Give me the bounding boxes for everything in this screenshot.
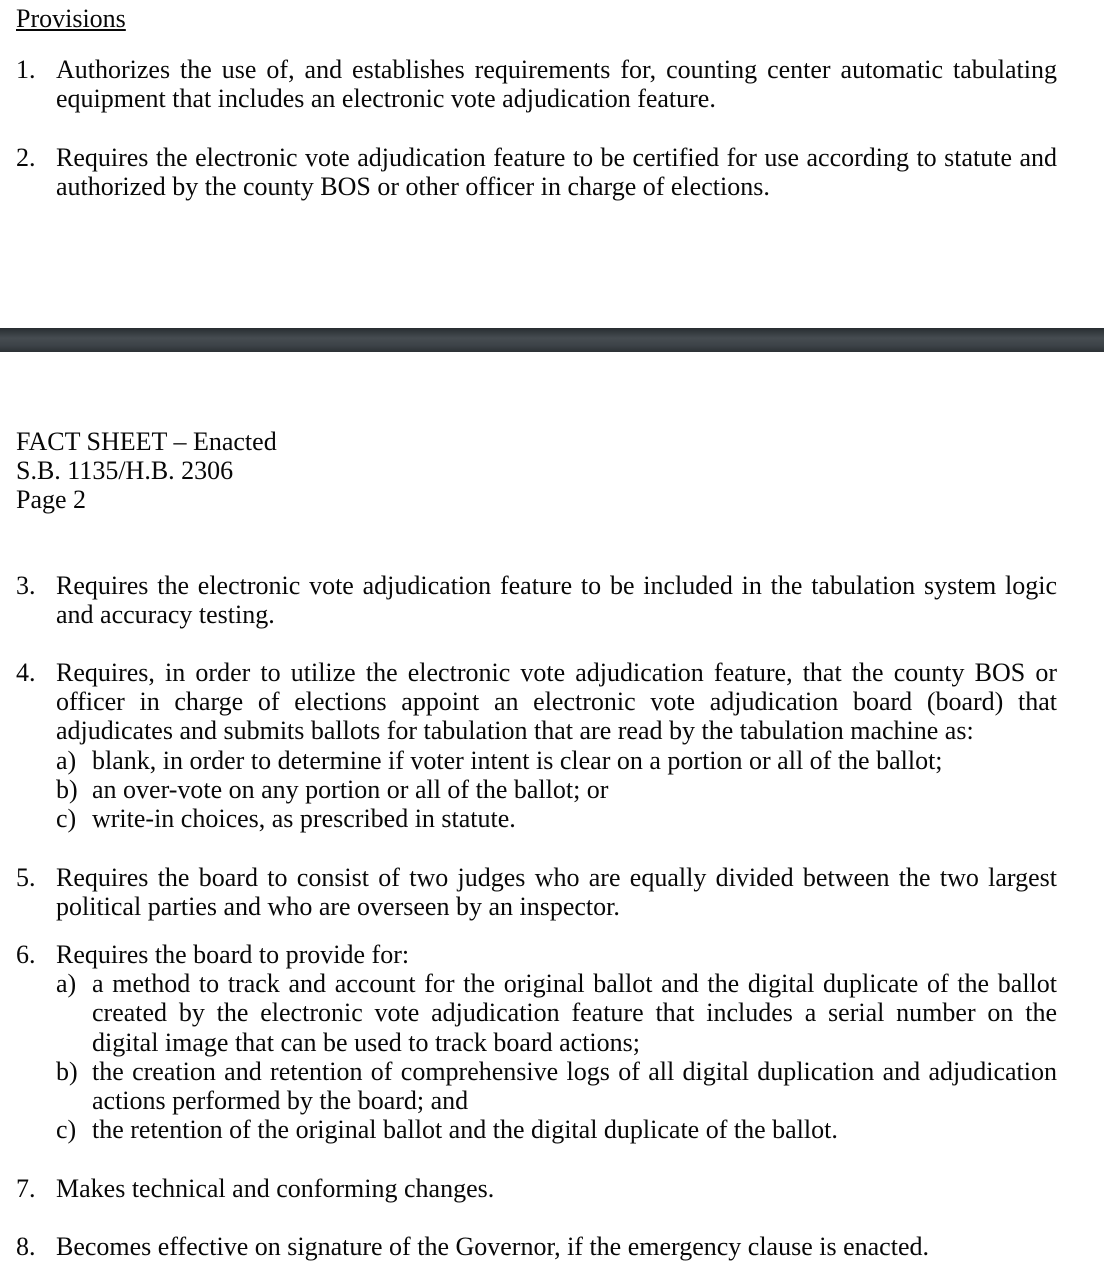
- item-text: Requires the electronic vote adjudication feature to be certified for use according to statute and authorized by the county BOS or other officer in charge of elections.: [56, 143, 1057, 202]
- page-number: Page 2: [16, 485, 87, 515]
- sub-item-6b: [56, 1057, 1057, 1115]
- sub-item-text: a method to track and account for the original ballot and the digital duplicate of the ballot created by the electronic vote adjudication feature that includes a serial number on the digital image that can be used to track board actions;: [92, 969, 1057, 1057]
- item-text: Requires the board to consist of two judges who are equally divided between the two largest political parties and who are overseen by an inspector.: [56, 863, 1057, 922]
- item-number: 3.: [16, 571, 36, 600]
- item-text: Becomes effective on signature of the Governor, if the emergency clause is enacted.: [56, 1232, 929, 1261]
- bill-numbers: S.B. 1135/H.B. 2306: [16, 456, 234, 486]
- item-number: 6.: [16, 940, 36, 969]
- item-text: Requires the electronic vote adjudication feature to be included in the tabulation system logic and accuracy testing.: [56, 571, 1057, 630]
- sub-item-text: an over-vote on any portion or all of the ballot; or: [92, 774, 609, 804]
- item-number: 8.: [16, 1232, 36, 1261]
- list-item-5: [16, 863, 1057, 921]
- item-text: Authorizes the use of, and establishes requirements for, counting center automatic tabulating equipment that includes an electronic vote adjudication feature.: [56, 55, 1057, 114]
- list-item-3: [16, 571, 1057, 629]
- item-text: Requires the board to provide for:: [56, 940, 410, 969]
- list-item-2: [16, 143, 1057, 201]
- item-number: 4.: [16, 658, 36, 687]
- provisions-heading: Provisions: [16, 4, 126, 33]
- sub-item-4a: [56, 746, 1057, 775]
- sub-item-text: the creation and retention of comprehensive logs of all digital duplication and adjudication actions performed by the board; and: [92, 1056, 1057, 1116]
- item-number: 2.: [16, 143, 36, 172]
- list-item-1: [16, 55, 1057, 113]
- sub-item-6c: [56, 1115, 1057, 1144]
- item-text: Makes technical and conforming changes.: [56, 1174, 495, 1203]
- sub-item-letter: c): [56, 1115, 77, 1145]
- sub-item-text: blank, in order to determine if voter intent is clear on a portion or all of the ballot;: [92, 745, 943, 775]
- item-number: 7.: [16, 1174, 36, 1203]
- page-header: [16, 427, 1017, 515]
- sub-item-letter: b): [56, 1056, 78, 1086]
- item-text: Requires, in order to utilize the electronic vote adjudication feature, that the county BOS or officer in charge of elections appoint an electronic vote adjudication board (board) that adjudicates and submits ballots for tabulation that are read by the tabulation machine as:: [56, 658, 1057, 746]
- fact-sheet-title: FACT SHEET – Enacted: [16, 427, 277, 456]
- list-item-6: [16, 940, 1057, 1144]
- list-item-4: [16, 658, 1057, 833]
- sub-item-4c: [56, 804, 1057, 833]
- item-number: 1.: [16, 55, 36, 84]
- list-item-8: [16, 1232, 1057, 1261]
- list-item-7: [16, 1174, 1057, 1203]
- page-separator-bar: [0, 328, 1104, 352]
- sub-item-6a: [56, 969, 1057, 1057]
- sub-item-letter: b): [56, 774, 78, 804]
- sub-item-letter: a): [56, 745, 77, 775]
- item-number: 5.: [16, 863, 36, 892]
- sub-item-letter: c): [56, 804, 77, 834]
- sub-item-letter: a): [56, 969, 77, 999]
- sub-item-4b: [56, 775, 1057, 804]
- sub-item-text: write-in choices, as prescribed in statute.: [92, 804, 516, 834]
- sub-item-text: the retention of the original ballot and the digital duplicate of the ballot.: [92, 1115, 838, 1145]
